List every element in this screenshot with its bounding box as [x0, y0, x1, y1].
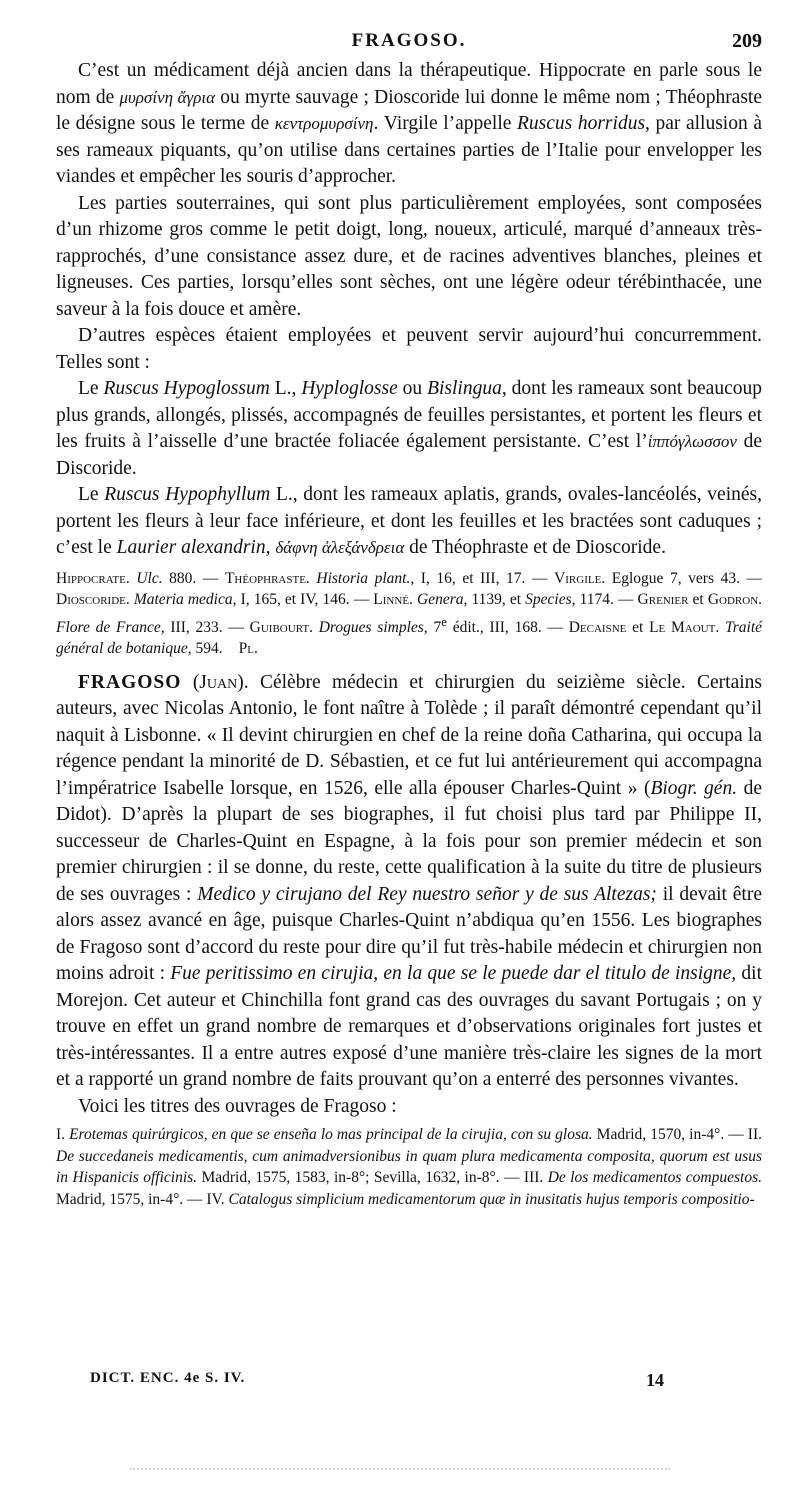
bleed-through: [130, 1468, 670, 1474]
paragraph: FRAGOSO (Juan). Célèbre médecin et chirurgien du seizième siècle. Certains auteurs, avec Nicolas Antonio, le font naître à Tolède ; il paraît démontré cependant qu’il naquit à Lisbonne. « Il devint chirurgien en chef de la reine doña Catharina, qui occupa la régence pendant la minorité de D. Sébastien, et ce fut lui antérieurement qui accompagna l’impératrice Isabelle lorsque, en 1526, elle alla épouser Charles-Quint » (Biogr. gén. de Didot). D’après la plupart de ses biographes, il fut choisi plus tard par Philippe II, successeur de Charles-Quint en Espagne, à la fois pour son premier médecin et son premier chirurgien : il se donne, du reste, cette qualification à la suite du titre de plusieurs de ses ouvrages : Medico y cirujano del Rey nuestro señor y de sus Altezas; il devait être alors assez avancé en âge, puisque Charles-Quint n’abdiqua qu’en 1556. Les biographes de Fragoso sont d’accord du reste pour dire qu’il fut très-habile médecin et chirurgien non moins adroit : Fue peritissimo en cirujia, en la que se le puede dar el titulo de insigne, dit Morejon. Cet auteur et Chinchilla font grand cas des ouvrages du savant Portugais ; on y trouve en effet un grand nombre de remarques et d’observations originales fort justes et très-intéressantes. Il a entre autres exposé d’une manière très-claire les signes de la mort et a rapporté un grand nombre de faits prouvant qu’on a enterré des personnes vivantes.: [56, 671, 763, 1091]
paragraph: C’est un médicament déjà ancien dans la thérapeutique. Hippocrate en parle sous le nom de μυρσίνη ἄγρια ou myrte sauvage ; Dioscoride lui donne le même nom ; Théophraste le désigne sous le terme de κεντρομυρσίνη. Virgile l’appelle Ruscus horridus, par allusion à ses rameaux piquants, qu’on utilise dans certaines parties de l’Italie pour envelopper les viandes et empêcher les souris d’approcher.: [56, 60, 762, 187]
bibliography: Hippocrate. Ulc. 880. — Théophraste. Historia plant., I, 16, et III, 17. — Virgile. Eglogue 7, vers 43. — Dioscoride. Materia medica, I, 165, et IV, 146. — Linné. Genera, 1139, et Species, 1174. — Grenier et Godron. Flore de France, III, 233. — Guibourt. Drogues simples, 7e édit., III, 168. — Decaisne et Le Maout. Traité général de botanique, 594. Pl.: [56, 568, 762, 660]
fragoso-article: [56, 670, 762, 1211]
headword: FRAGOSO: [78, 671, 182, 693]
species-name: Ruscus Hypophyllum: [104, 484, 271, 505]
greek-term: μυρσίνη ἄγρια: [119, 87, 216, 107]
paragraph: Les parties souterraines, qui sont plus particulièrement employées, sont composées d’un rhizome gros comme le petit doigt, long, noueux, articulé, marqué d’anneaux très-rapprochés, d’une consistance assez dure, et de racines adventives blanches, pleines et ligneuses. Ces parties, lorsqu’elles sont sèches, ont une légère odeur térébinthacée, une saveur à la fois douce et amère.: [56, 192, 762, 320]
works-list: I. Erotemas quirúrgicos, en que se enseña lo mas principal de la cirujia, con su glosa. Madrid, 1570, in-4°. — II. De succedaneis medicamentis, cum animadversionibus in quam plura medicamenta composita, quorum est usus in Hispanicis officinis. Madrid, 1575, 1583, in-8°; Sevilla, 1632, in-8°. — III. De los medicamentos compuestos. Madrid, 1575, in-4°. — IV. Catalogus simplicium medicamentorum quæ in inusitatis hujus temporis compositio-: [56, 1126, 763, 1208]
species-name: Ruscus horridus: [517, 113, 646, 134]
paragraph: Le Ruscus Hypophyllum L., dont les rameaux aplatis, grands, ovales-lancéolés, veinés, portent les fleurs à leur face inférieure, et dont les feuilles et les bractées sont caduques ; c’est le Laurier alexandrin, δάφνη ἀλεξάνδρεια de Théophraste et de Dioscoride.: [56, 484, 762, 558]
running-title: FRAGOSO.: [351, 30, 467, 51]
ruscus-article-continuation: [56, 58, 762, 660]
page: [56, 26, 762, 1210]
signature-mark: DICT. ENC. 4e S. IV.: [90, 1370, 246, 1386]
page-footer: [60, 1370, 800, 1394]
page-number: 209: [732, 30, 762, 52]
sheet-number: 14: [646, 1370, 664, 1390]
running-header: [56, 26, 762, 58]
author-initials: Pl.: [238, 640, 258, 658]
paragraph: Le Ruscus Hypoglossum L., Hyploglosse ou Bislingua, dont les rameaux sont beaucoup plus grands, allongés, plissés, accompagnés de feuilles persistantes, et portent les fleurs et les fruits à l’aisselle d’une bractée foliacée également persistante. C’est l’ἱππόγλωσσον de Discoride.: [56, 378, 763, 479]
greek-term: ἱππόγλωσσον: [647, 432, 737, 451]
paragraph: Voici les titres des ouvrages de Fragoso :: [78, 1095, 397, 1117]
greek-term: δάφνη ἀλεξάνδρεια: [275, 538, 405, 557]
species-name: Ruscus Hypoglossum: [103, 378, 270, 399]
greek-term: κεντρομυρσίνη: [274, 114, 374, 133]
paragraph: D’autres espèces étaient employées et peuvent servir aujourd’hui concurremment. Telles sont :: [56, 325, 762, 373]
